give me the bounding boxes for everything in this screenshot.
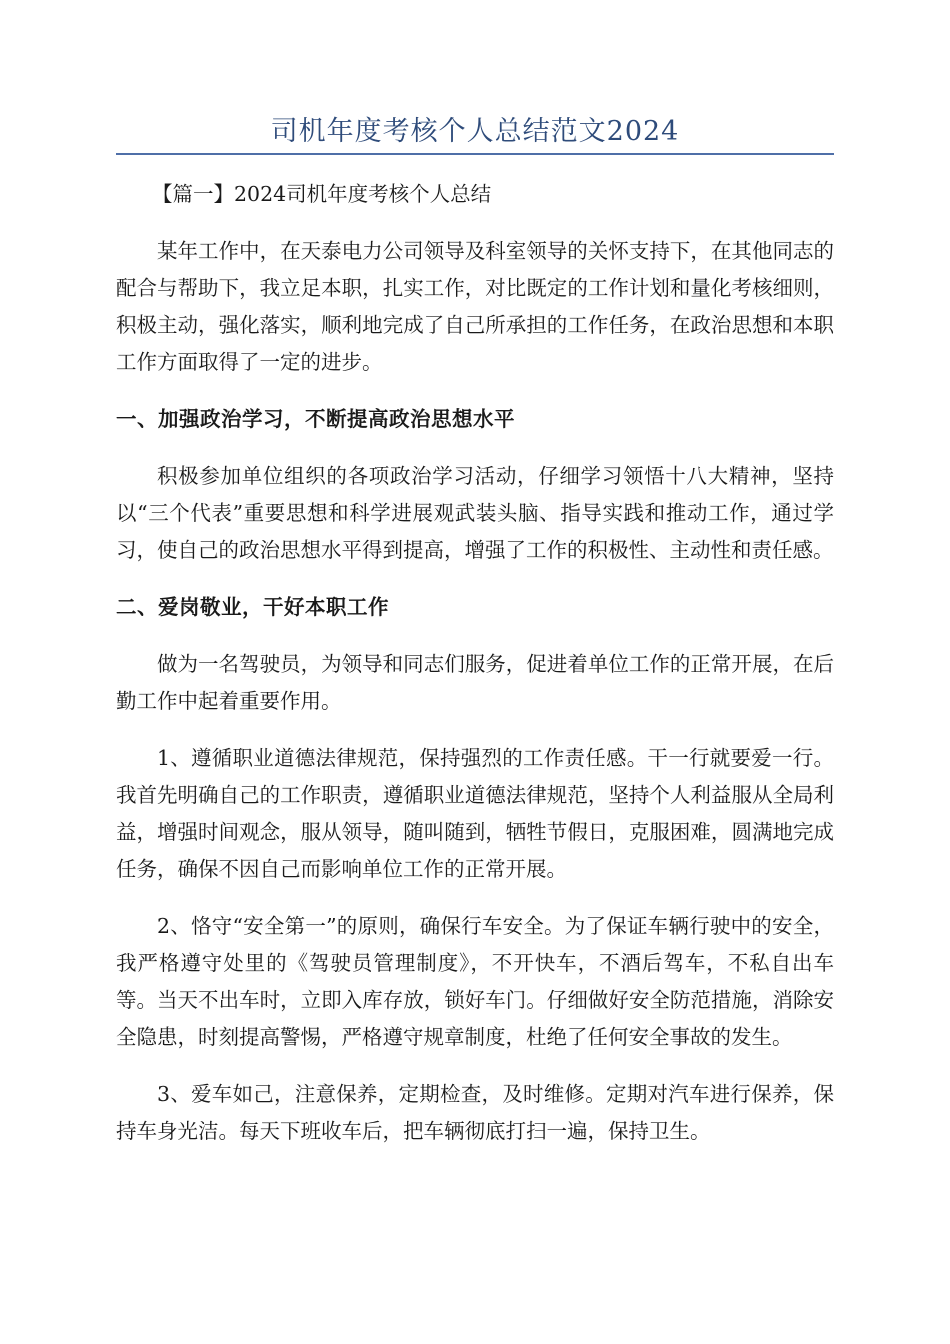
list-item-2: 2、恪守“安全第一”的原则，确保行车安全。为了保证车辆行驶中的安全，我严格遵守处里的《驾驶员管理制度》，不开快车，不酒后驾车，不私自出车等。当天不出车时，立即入库存放，锁好车门。仔细做好安全防范措施，消除安全隐患，时刻提高警惕，严格遵守规章制度，杜绝了任何安全事故的发生。 <box>116 914 834 1049</box>
document-body <box>116 176 834 1170</box>
list-item-1: 1、遵循职业道德法律规范，保持强烈的工作责任感。干一行就要爱一行。我首先明确自己的工作职责，遵循职业道德法律规范，坚持个人利益服从全局利益，增强时间观念，服从领导，随叫随到，牺牲节假日，克服困难，圆满地完成任务，确保不因自己而影响单位工作的正常开展。 <box>116 746 834 881</box>
paragraph-political-study: 积极参加单位组织的各项政治学习活动，仔细学习领悟十八大精神，坚持以“三个代表”重要思想和科学进展观武装头脑、指导实践和推动工作，通过学习，使自己的政治思想水平得到提高，增强了工作的积极性、主动性和责任感。 <box>116 464 834 562</box>
section-heading-1: 一、加强政治学习，不断提高政治思想水平 <box>116 407 515 431</box>
document-title: 司机年度考核个人总结范文2024 <box>270 116 680 147</box>
list-item-3: 3、爱车如己，注意保养，定期检查，及时维修。定期对汽车进行保养，保持车身光洁。每天下班收车后，把车辆彻底打扫一遍，保持卫生。 <box>116 1082 834 1143</box>
title-underline <box>116 153 834 155</box>
section-label: 【篇一】2024司机年度考核个人总结 <box>152 182 492 206</box>
section-heading-2: 二、爱岗敬业，干好本职工作 <box>116 595 389 619</box>
paragraph-driver-role: 做为一名驾驶员，为领导和同志们服务，促进着单位工作的正常开展，在后勤工作中起着重要作用。 <box>116 652 834 713</box>
intro-paragraph: 某年工作中，在天泰电力公司领导及科室领导的关怀支持下，在其他同志的配合与帮助下，我立足本职，扎实工作，对比既定的工作计划和量化考核细则，积极主动，强化落实，顺利地完成了自己所承担的工作任务，在政治思想和本职工作方面取得了一定的进步。 <box>116 239 834 374</box>
